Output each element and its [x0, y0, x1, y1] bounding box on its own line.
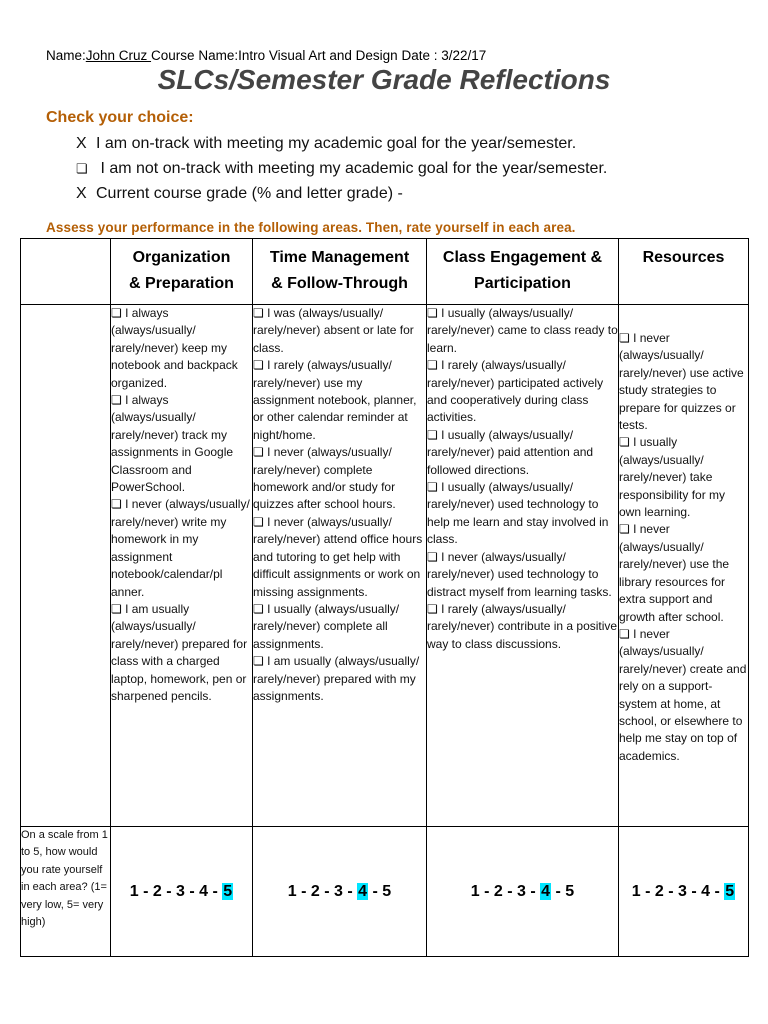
choice-on-track[interactable] — [76, 135, 576, 153]
rating-option-2[interactable]: 2 — [654, 882, 664, 900]
rating-option-1[interactable]: 1 — [470, 882, 480, 900]
rating-option-1[interactable]: 1 — [631, 882, 641, 900]
rating-option-1[interactable]: 1 — [129, 882, 139, 900]
blank-body-cell — [21, 305, 111, 827]
resources-statements — [619, 305, 749, 827]
rating-scale-resources[interactable] — [619, 827, 749, 957]
date-label: Date : — [401, 48, 442, 63]
name-label: Name: — [46, 48, 86, 63]
statement-item: ❏ I never (always/usually/ rarely/never) use active study strategies to prepare for quizzes or tests. — [619, 331, 744, 433]
rating-separator: - — [502, 882, 518, 900]
time-management-statements — [253, 305, 427, 827]
statement-item: ❏ I rarely (always/usually/ rarely/never) use my assignment notebook, planner, or other calendar reminder at night/home. — [253, 358, 417, 442]
column-header-time-management: Time Management & Follow-Through — [253, 239, 427, 305]
rating-separator: - — [138, 882, 153, 900]
blank-header-cell — [21, 239, 111, 305]
rating-separator: - — [296, 882, 311, 900]
statement-item: ❏ I rarely (always/usually/ rarely/never) participated actively and cooperatively during class activities. — [427, 358, 604, 425]
rating-option-3[interactable]: 3 — [334, 882, 343, 900]
choice-text: I am on-track with meeting my academic goal for the year/semester. — [96, 135, 577, 152]
statements-row — [21, 305, 749, 827]
assess-instruction: Assess your performance in the following areas. Then, rate yourself in each area. — [46, 220, 576, 235]
x-mark-icon: X — [76, 135, 87, 152]
rating-option-3[interactable]: 3 — [517, 882, 526, 900]
course-name: Intro Visual Art and Design — [238, 48, 398, 63]
statement-item: ❏ I am usually (always/usually/ rarely/never) prepared with my assignments. — [253, 654, 420, 703]
column-header-organization: Organization & Preparation — [111, 239, 253, 305]
header-line — [46, 48, 486, 63]
rating-separator: - — [479, 882, 494, 900]
column-header-resources: Resources — [619, 239, 749, 305]
scale-question: On a scale from 1 to 5, how would you rate yourself in each area? (1= very low, 5= very high) — [21, 827, 111, 957]
rating-scale-class-engagement[interactable] — [427, 827, 619, 957]
rating-scale-time-management[interactable] — [253, 827, 427, 957]
choice-course-grade[interactable] — [76, 185, 403, 203]
column-header-class-engagement: Class Engagement & Participation — [427, 239, 619, 305]
rating-option-2[interactable]: 2 — [310, 882, 320, 900]
rating-option-3[interactable]: 3 — [176, 882, 185, 900]
statement-item: ❏ I never (always/usually/ rarely/never) attend office hours and tutoring to get help with difficult assignments or work on missing assignments. — [253, 514, 423, 599]
statement-item: ❏ I never (always/usually/ rarely/never) used technology to distract myself from learning tasks. — [427, 549, 612, 599]
statement-item: ❏ I rarely (always/usually/ rarely/never) contribute in a positive way to class discussions. — [427, 601, 618, 651]
rubric-table — [20, 238, 749, 957]
statement-item: ❏ I usually (always/usually/ rarely/never) take responsibility for my own learning. — [619, 435, 726, 520]
rating-option-4[interactable]: 4 — [541, 882, 551, 900]
rating-option-2[interactable]: 2 — [493, 882, 503, 900]
statement-item: ❏ I am usually (always/usually/ rarely/never) prepared for class with a charged laptop, homework, pen or sharpened pencils. — [111, 601, 248, 703]
rating-separator: - — [640, 882, 655, 900]
page-title: SLCs/Semester Grade Reflections — [157, 64, 611, 95]
rating-separator: - — [551, 882, 566, 900]
statement-item: ❏ I never (always/usually/ rarely/never) complete homework and/or study for quizzes after school hours. — [253, 445, 396, 512]
rating-row — [21, 827, 749, 957]
rating-scale-organization[interactable] — [111, 827, 253, 957]
choice-not-on-track[interactable] — [76, 160, 607, 178]
rating-option-5[interactable]: 5 — [725, 882, 735, 900]
statement-item: ❏ I never (always/usually/ rarely/never) use the library resources for extra support and growth after school. — [619, 522, 730, 624]
choice-text: Current course grade (% and letter grade) - — [96, 185, 403, 202]
course-label: Course Name: — [151, 48, 239, 63]
rating-option-5[interactable]: 5 — [565, 882, 575, 900]
x-mark-icon: X — [76, 185, 87, 202]
checkbox-icon: ❏ — [76, 161, 88, 176]
rating-separator: - — [161, 882, 177, 900]
student-name: John Cruz — [85, 48, 152, 63]
rating-separator: - — [663, 882, 679, 900]
statement-item: ❏ I usually (always/usually/ rarely/never) came to class ready to learn. — [427, 306, 618, 355]
rating-option-4[interactable]: 4 — [358, 882, 368, 900]
statement-item: ❏ I usually (always/usually/ rarely/never) complete all assignments. — [253, 601, 400, 651]
rating-option-3[interactable]: 3 — [678, 882, 687, 900]
rating-option-5[interactable]: 5 — [382, 882, 392, 900]
statement-item: ❏ I always (always/usually/ rarely/never) keep my notebook and backpack organized. — [111, 306, 238, 390]
rating-option-2[interactable]: 2 — [152, 882, 162, 900]
header-row — [21, 239, 749, 305]
statement-item: ❏ I usually (always/usually/ rarely/never) used technology to help me learn and stay involved in class. — [427, 480, 609, 547]
rating-option-5[interactable]: 5 — [223, 882, 233, 900]
rating-separator: - — [368, 882, 383, 900]
date-value: 3/22/17 — [441, 48, 487, 63]
rating-separator: - — [686, 882, 702, 900]
statement-item: ❏ I never (always/usually/ rarely/never) create and rely on a support-system at home, at school, or elsewhere to help me stay on top of academics. — [619, 626, 747, 763]
rating-separator: - — [184, 882, 200, 900]
choice-text: I am not on-track with meeting my academic goal for the year/semester. — [96, 160, 608, 177]
rating-option-4[interactable]: 4 — [701, 882, 711, 900]
rating-separator: - — [319, 882, 335, 900]
statement-item: ❏ I was (always/usually/ rarely/never) absent or late for class. — [253, 306, 414, 355]
rating-separator: - — [710, 882, 725, 900]
statement-item: ❏ I usually (always/usually/ rarely/never) paid attention and followed directions. — [427, 427, 594, 477]
statement-item: ❏ I always (always/usually/ rarely/never) track my assignments in Google Classroom and PowerSchool. — [111, 393, 234, 495]
rating-separator: - — [525, 882, 541, 900]
rating-option-1[interactable]: 1 — [287, 882, 297, 900]
organization-statements — [111, 305, 253, 827]
check-your-choice-label: Check your choice: — [46, 109, 194, 126]
rating-option-4[interactable]: 4 — [199, 882, 209, 900]
rating-separator: - — [208, 882, 223, 900]
class-engagement-statements — [427, 305, 619, 827]
statement-item: ❏ I never (always/usually/ rarely/never) write my homework in my assignment notebook/calendar/pl anner. — [111, 497, 250, 599]
rating-separator: - — [342, 882, 358, 900]
